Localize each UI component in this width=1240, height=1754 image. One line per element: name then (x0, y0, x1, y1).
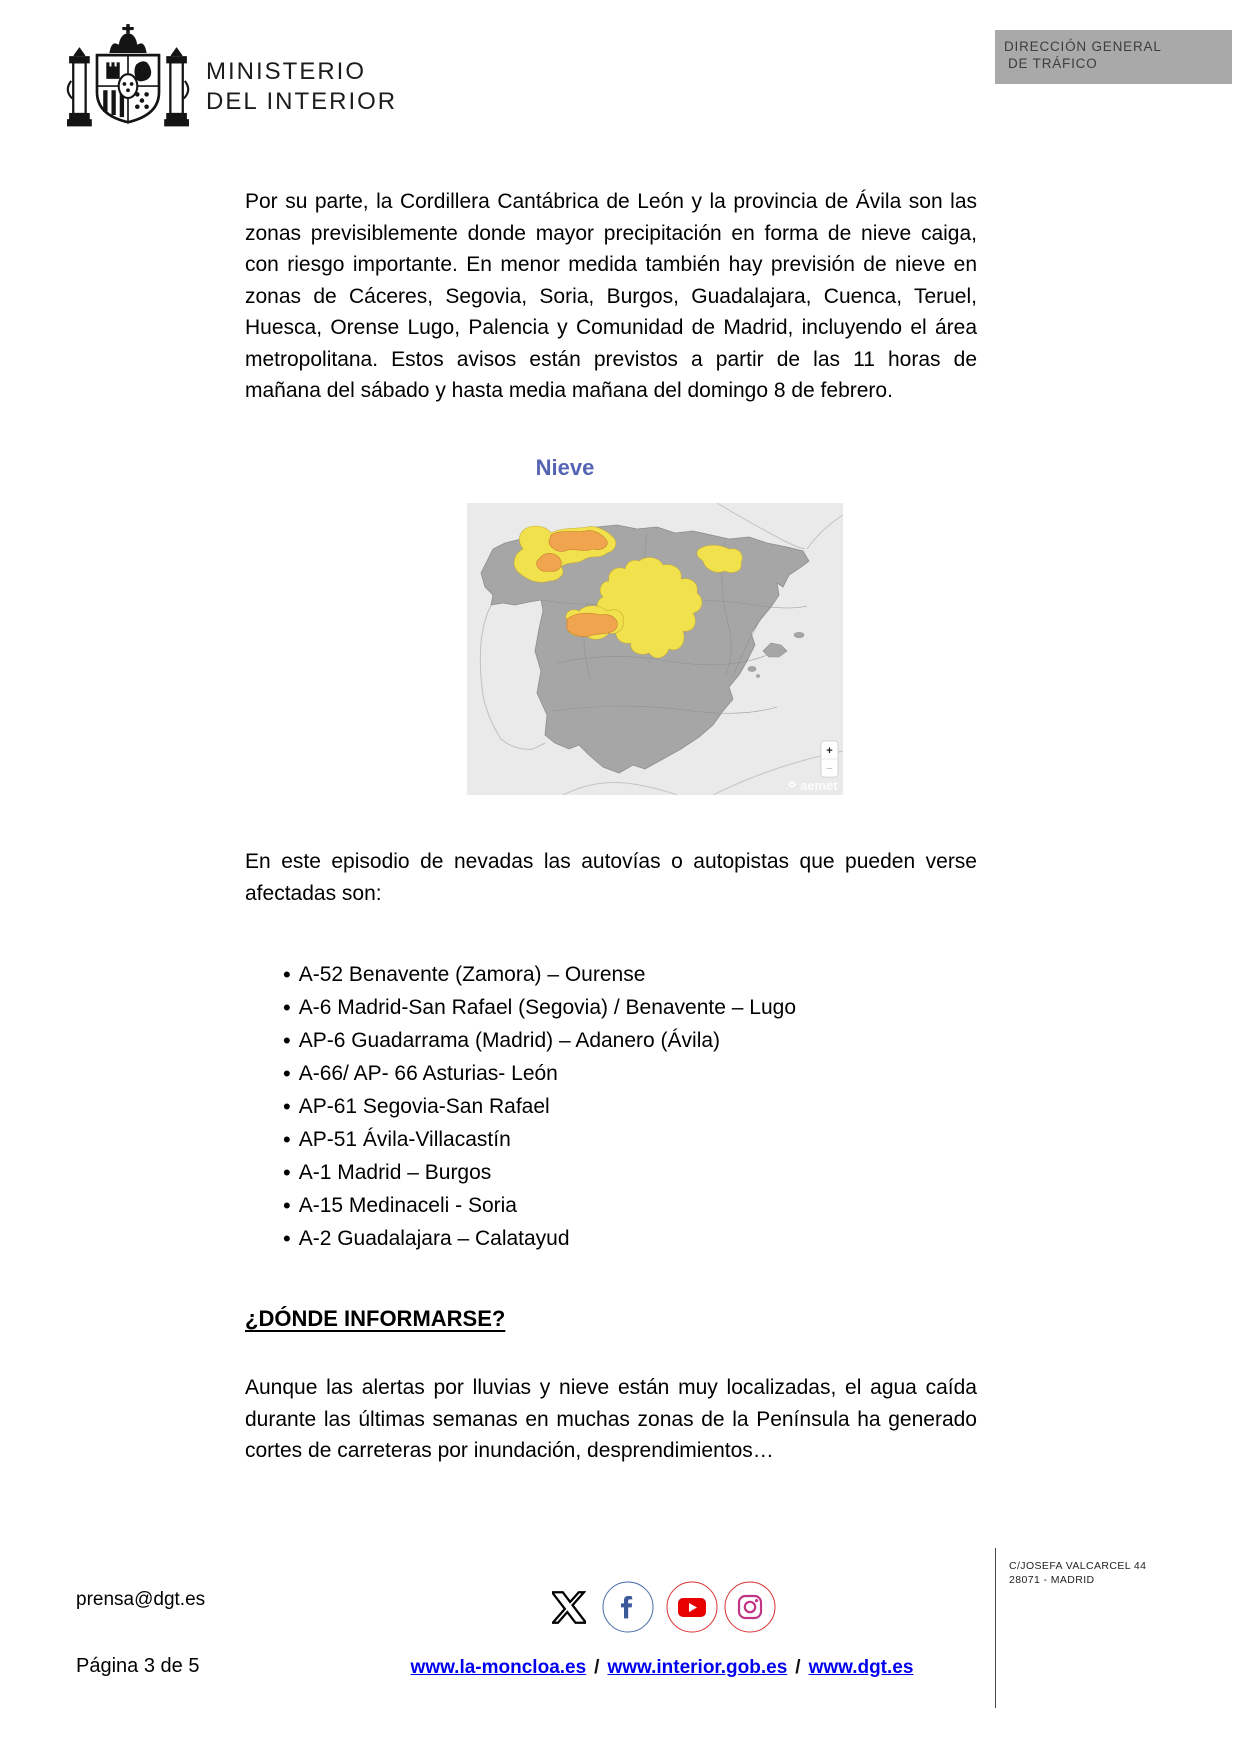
list-item (283, 1156, 796, 1189)
list-item (283, 1090, 796, 1123)
link-dgt[interactable]: www.dgt.es (808, 1657, 914, 1678)
aemet-warning-map (467, 503, 843, 795)
formentera-island (757, 675, 760, 678)
road-label: • A-15 Medinaceli - Soria (298, 1193, 517, 1217)
road-label: • A-66/ AP- 66 Asturias- León (298, 1061, 558, 1085)
youtube-icon[interactable] (666, 1581, 718, 1633)
link-separator: / (795, 1657, 801, 1678)
spain-map (467, 503, 843, 795)
instagram-icon[interactable] (724, 1581, 776, 1633)
road-label: • A-6 Madrid-San Rafael (Segovia) / Benavente – Lugo (298, 995, 796, 1019)
aemet-watermark-text: aemet (800, 778, 838, 793)
ministry-name (206, 57, 397, 117)
road-label: • A-1 Madrid – Burgos (298, 1160, 492, 1184)
page-number: Página 3 de 5 (76, 1655, 200, 1677)
footer-links (300, 1657, 1024, 1679)
department-line1: DIRECCIÓN GENERAL (1004, 39, 1162, 54)
address-line1: C/JOSEFA VALCARCEL 44 (1009, 1560, 1147, 1572)
map-zoom-out-button[interactable]: − (826, 763, 833, 775)
list-item (283, 1222, 796, 1255)
list-item (283, 1024, 796, 1057)
department-line2: DE TRÁFICO (1008, 56, 1098, 71)
press-email: prensa@dgt.es (76, 1589, 206, 1610)
office-address (1009, 1559, 1146, 1587)
menorca-island (794, 632, 804, 637)
road-label: • AP-61 Segovia-San Rafael (298, 1094, 550, 1118)
list-item (283, 1057, 796, 1090)
paragraph-alerts-context: Aunque las alertas por lluvias y nieve están muy localizadas, el agua caída durante las últimas semanas en muchas zonas de la Península ha generado cortes de carreteras por inundación, desprendimientos… (245, 1376, 977, 1462)
road-label: • AP-51 Ávila-Villacastín (298, 1127, 511, 1151)
list-item (283, 1189, 796, 1222)
footer-divider-line (995, 1548, 996, 1708)
list-item (283, 958, 796, 991)
ministry-name-line1: MINISTERIO (206, 58, 367, 85)
paragraph-snow-forecast: Por su parte, la Cordillera Cantábrica de León y la provincia de Ávila son las zonas previsiblemente donde mayor precipitación en forma de nieve caiga, con riesgo importante. En menor medida también hay previsión de nieve en zonas de Cáceres, Segovia, Soria, Burgos, Guadalajara, Cuenca, Teruel, Huesca, Orense Lugo, Palencia y Comunidad de Madrid, incluyendo el área metropolitana. Estos avisos están previstos a partir de las 11 horas de mañana del sábado y hasta media mañana del domingo 8 de febrero. (245, 190, 977, 402)
road-label: • A-52 Benavente (Zamora) – Ourense (298, 962, 646, 986)
link-interior-gob[interactable]: www.interior.gob.es (607, 1657, 788, 1678)
list-item (283, 1123, 796, 1156)
map-zoom-control[interactable] (821, 741, 838, 777)
x-twitter-icon[interactable] (552, 1590, 586, 1625)
link-separator: / (594, 1657, 600, 1678)
address-line2: 28071 - MADRID (1009, 1574, 1095, 1586)
map-zoom-in-button[interactable]: + (826, 745, 833, 757)
link-la-moncloa[interactable]: www.la-moncloa.es (410, 1657, 587, 1678)
affected-roads-list (283, 958, 796, 1255)
department-badge (995, 30, 1232, 84)
paragraph-affected-roads-intro: En este episodio de nevadas las autovías o autopistas que pueden verse afectadas son: (245, 850, 977, 905)
list-item (283, 991, 796, 1024)
warning-zone-cantabrica-orange (549, 531, 607, 552)
facebook-icon[interactable] (602, 1581, 654, 1633)
section-heading-where-to-get-info: ¿DÓNDE INFORMARSE? (245, 1306, 506, 1331)
spain-coat-of-arms-logo (66, 20, 190, 146)
ibiza-island (748, 667, 756, 672)
road-label: • A-2 Guadalajara – Calatayud (298, 1226, 570, 1250)
map-title: Nieve (535, 455, 595, 480)
road-label: • AP-6 Guadarrama (Madrid) – Adanero (Ávila) (298, 1028, 721, 1052)
ministry-name-line2: DEL INTERIOR (206, 88, 398, 115)
